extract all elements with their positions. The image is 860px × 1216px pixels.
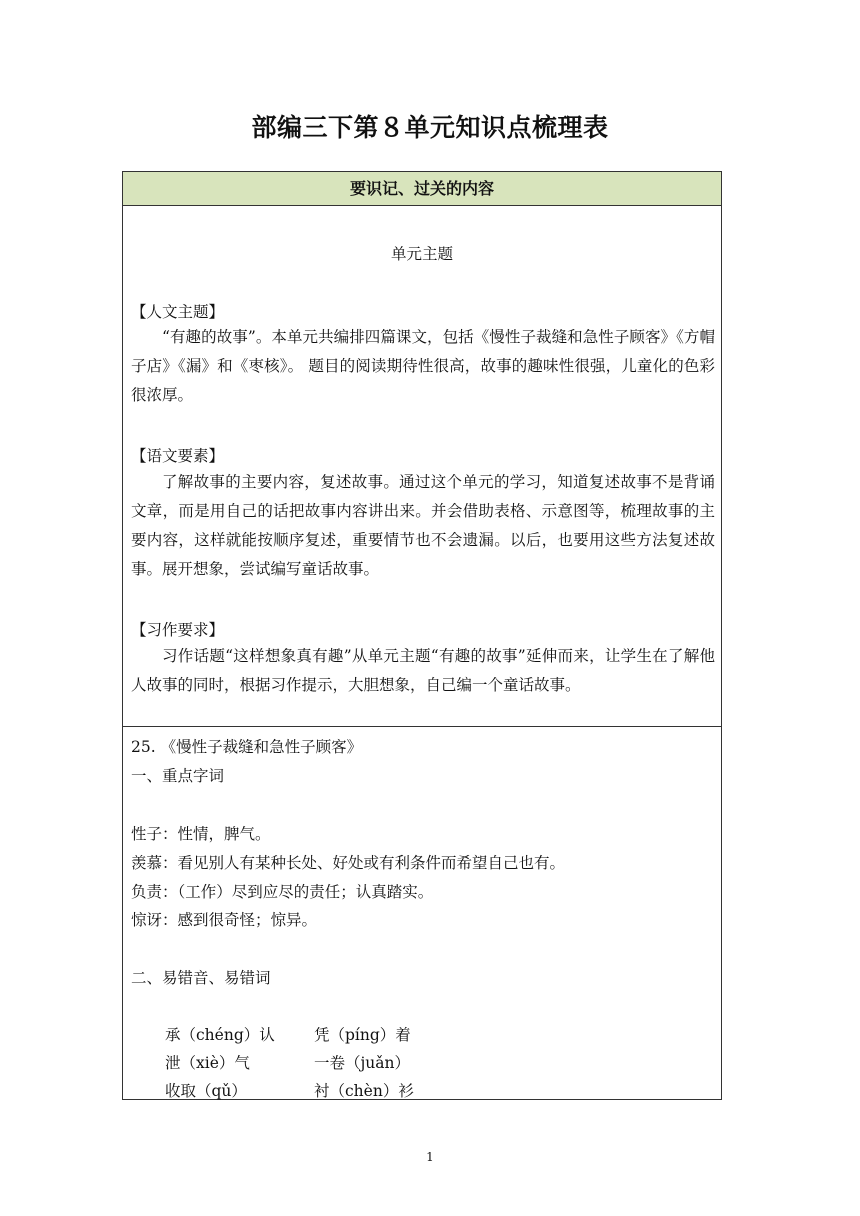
word-definition: 性子：性情，脾气。 [131, 825, 271, 843]
pinyin-item: 泄（xiè）气 [165, 1054, 250, 1072]
word-definition: 负责：（工作）尽到应尽的责任；认真踏实。 [131, 883, 434, 901]
section-text-writing: 习作话题“这样想象真有趣”从单元主题“有趣的故事”延伸而来，让学生在了解他人故事的同时，根据习作提示，大胆想象，自己编一个童话故事。 [131, 647, 715, 694]
section-heading-key-words: 一、重点字词 [131, 767, 225, 785]
page-title: 部编三下第８单元知识点梳理表 [251, 113, 609, 142]
section-label-humanities: 【人文主题】 [131, 303, 225, 321]
pinyin-item: 收取（qǔ） [165, 1082, 247, 1100]
section-text-humanities: “有趣的故事”。本单元共编排四篇课文，包括《慢性子裁缝和急性子顾客》《方帽子店》《漏》和《枣核》。 题目的阅读期待性很高，故事的趣味性很强，儿童化的色彩很浓厚。 [131, 328, 715, 404]
lesson-title: 25. 《慢性子裁缝和急性子顾客》 [131, 738, 363, 756]
pinyin-item: 承（chéng）认 [165, 1026, 275, 1044]
section-label-language: 【语文要素】 [131, 447, 225, 465]
pinyin-item: 凭（píng）着 [314, 1026, 411, 1044]
page-number: 1 [426, 1150, 434, 1164]
unit-theme-heading: 单元主题 [390, 245, 453, 263]
pinyin-item: 一卷（juǎn） [314, 1054, 411, 1072]
section-label-writing: 【习作要求】 [131, 621, 225, 639]
lesson-cell [123, 727, 721, 1099]
table-header: 要识记、过关的内容 [123, 172, 721, 206]
section-heading-error-prone: 二、易错音、易错词 [131, 969, 271, 987]
unit-theme-cell [123, 206, 721, 727]
word-definition: 惊讶：感到很奇怪；惊异。 [131, 911, 318, 929]
word-definition: 羡慕：看见别人有某种长处、好处或有利条件而希望自己也有。 [131, 854, 566, 872]
pinyin-item: 衬（chèn）衫 [314, 1082, 414, 1100]
knowledge-table [122, 171, 722, 1100]
section-text-language: 了解故事的主要内容，复述故事。通过这个单元的学习，知道复述故事不是背诵文章，而是用自己的话把故事内容讲出来。并会借助表格、示意图等，梳理故事的主要内容，这样就能按顺序复述，重要情节也不会遗漏。以后，也要用这些方法复述故事。展开想象，尝试编写童话故事。 [131, 473, 715, 578]
